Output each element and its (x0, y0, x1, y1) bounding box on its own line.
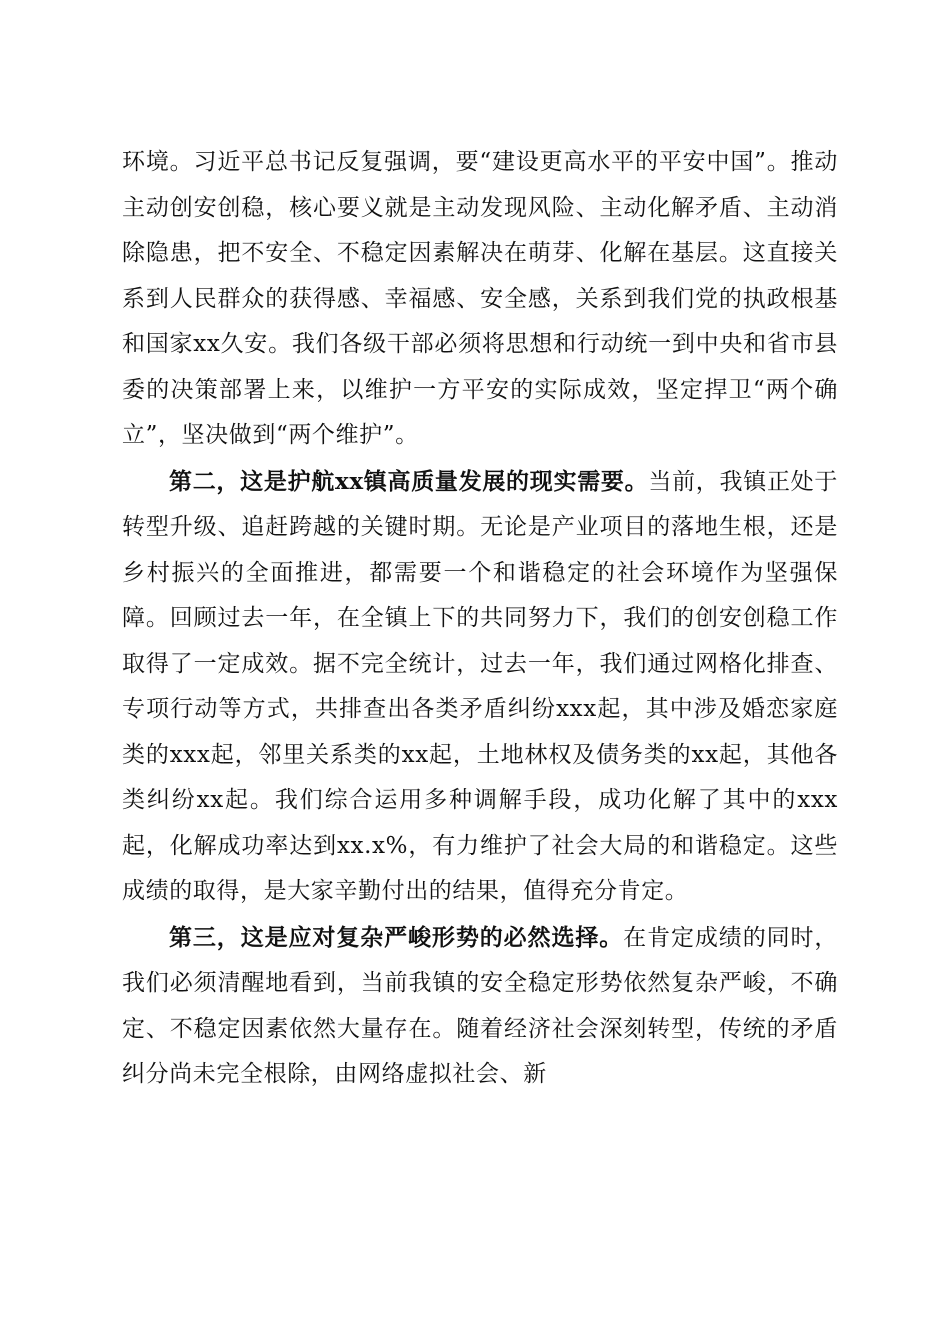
paragraph-1 (122, 140, 838, 459)
paragraph-2 (122, 459, 838, 915)
paragraph-3-heading: 第三，这是应对复杂严峻形势的必然选择。 (169, 923, 624, 951)
paragraph-2-text: 当前，我镇正处于转型升级、追赶跨越的关键时期。无论是产业项目的落地生根，还是乡村振兴的全面推进，都需要一个和谐稳定的社会环境作为坚强保障。回顾过去一年，在全镇上下的共同努力下，我们的创安创稳工作取得了一定成效。据不完全统计，过去一年，我们通过网格化排查、专项行动等方式，共排查出各类矛盾纠纷xxx起，其中涉及婚恋家庭类的xxx起，邻里关系类的xx起，土地林权及债务类的xx起，其他各类纠纷xx起。我们综合运用多种调解手段，成功化解了其中的xxx起，化解成功率达到xx.x%，有力维护了社会大局的和谐稳定。这些成绩的取得，是大家辛勤付出的结果，值得充分肯定。 (122, 468, 838, 904)
paragraph-3 (122, 915, 838, 1098)
document-page (122, 140, 838, 1098)
paragraph-3-text: 在肯定成绩的同时，我们必须清醒地看到，当前我镇的安全稳定形势依然复杂严峻，不确定、不稳定因素依然大量存在。随着经济社会深刻转型，传统的矛盾纠分尚未完全根除，由网络虚拟社会、新 (122, 924, 838, 1087)
paragraph-1-text: 环境。习近平总书记反复强调，要“建设更高水平的平安中国”。推动主动创安创稳，核心要义就是主动发现风险、主动化解矛盾、主动消除隐患，把不安全、不稳定因素解决在萌芽、化解在基层。这直接关系到人民群众的获得感、幸福感、安全感，关系到我们党的执政根基和国家xx久安。我们各级干部必须将思想和行动统一到中央和省市县委的决策部署上来，以维护一方平安的实际成效，坚定捍卫“两个确立”，坚决做到“两个维护”。 (122, 149, 838, 448)
paragraph-2-heading: 第二，这是护航xx镇高质量发展的现实需要。 (169, 467, 649, 495)
